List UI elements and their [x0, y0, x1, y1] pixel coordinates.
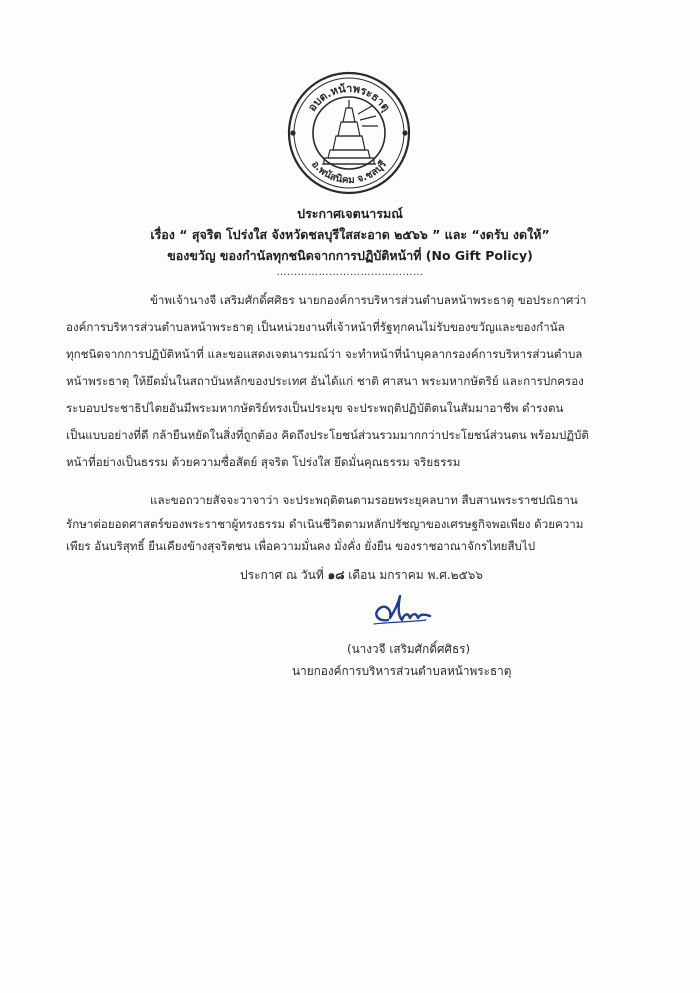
seal-logo: [286, 70, 412, 196]
dotted-separator: ……………………………………: [276, 267, 424, 278]
paragraph1-line: หน้าที่อย่างเป็นธรรม ด้วยความซื่อสัตย์ สุจริต โปร่งใส ยึดมั่นคุณธรรม จริยธรรม: [66, 455, 461, 469]
paragraph1-line: หน้าพระธาตุ ให้ยึดมั่นในสถาบันหลักของประเทศ อันได้แก่ ชาติ ศาสนา พระมหากษัตริย์ และการปกครอง: [66, 374, 584, 388]
announcement-subject-cont: ของขวัญ ของกำนัลทุกชนิดจากการปฏิบัติหน้าที่ (No Gift Policy): [167, 248, 533, 263]
date-prefix: ประกาศ ณ วันที่: [240, 568, 324, 582]
announcement-title: ประกาศเจตนารมณ์: [297, 206, 403, 221]
svg-text:อ.พนัสนิคม จ.ชลบุรี: อ.พนัสนิคม จ.ชลบุรี: [308, 158, 390, 187]
signatory-name: (นางวจี เสริมศักดิ์ศศิธร): [347, 642, 471, 656]
paragraph1-line: เป็นแบบอย่างที่ดี กล้ายืนหยัดในสิ่งที่ถูกต้อง คิดถึงประโยชน์ส่วนรวมมากกว่าประโยชน์ส่วนตน พร้อมปฏิบัติ: [66, 428, 589, 442]
paragraph1-line: ทุกชนิดจากการปฏิบัติหน้าที่ และขอแสดงเจตนารมณ์ว่า จะทำหน้าที่นำบุคลากรองค์การบริหารส่วนตำบล: [66, 347, 583, 361]
signatory-position: นายกองค์การบริหารส่วนตำบลหน้าพระธาตุ: [292, 664, 512, 678]
paragraph2-line: เพียร อันบริสุทธิ์ ยืนเคียงข้างสุจริตชน เพื่อความมั่นคง มั่งคั่ง ยั่งยืน ของราชอาณาจักรไทยสืบไป: [66, 539, 536, 553]
paragraph1-line: องค์การบริหารส่วนตำบลหน้าพระธาตุ เป็นหน่วยงานที่เจ้าหน้าที่รัฐทุกคนไม่รับของขวัญและของกำนัล: [66, 320, 565, 334]
paragraph2-line: และขอถวายสัจจะวาจาว่า จะประพฤติตนตามรอยพระยุคลบาท สืบสานพระราชปณิธาน: [150, 493, 578, 507]
paragraph1-line: ระบอบประชาธิปไตยอันมีพระมหากษัตริย์ทรงเป็นประมุข จะประพฤติปฏิบัติตนในสัมมาอาชีพ ดำรงตน: [66, 401, 564, 415]
paragraph1-line: ข้าพเจ้านางจี เสริมศักดิ์ศศิธร นายกองค์การบริหารส่วนตำบลหน้าพระธาตุ ขอประกาศว่า: [150, 293, 587, 307]
pagoda-icon: [322, 100, 378, 164]
date-suffix: เดือน มกราคม พ.ศ.๒๕๖๖: [348, 568, 483, 582]
paragraph2-line: รักษาต่อยอดศาสตร์ของพระราชาผู้ทรงธรรม ดำเนินชีวิตตามหลักปรัชญาของเศรษฐกิจพอเพียง ด้วยความ: [66, 517, 584, 531]
handwritten-signature: [360, 590, 440, 634]
announcement-subject: เรื่อง “ สุจริต โปร่งใส จังหวัดชลบุรีใสสะอาด ๒๕๖๖ ” และ “งดรับ งดให้”: [150, 227, 550, 242]
announcement-date: [240, 566, 483, 585]
date-day: ๑๘: [327, 568, 345, 582]
svg-text:อบต.หน้าพระธาตุ: อบต.หน้าพระธาตุ: [305, 81, 393, 114]
